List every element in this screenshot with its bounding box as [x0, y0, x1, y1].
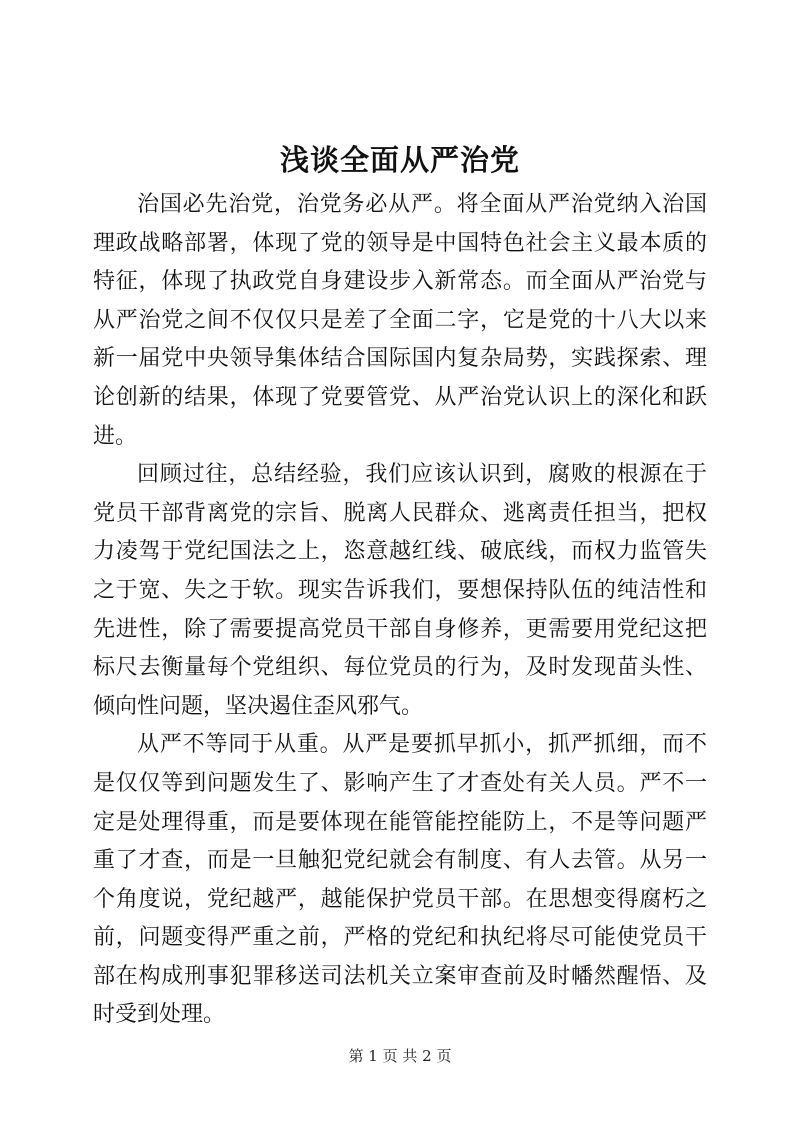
paragraph-1: 治国必先治党，治党务必从严。将全面从严治党纳入治国理政战略部署，体现了党的领导是中国特色社会主义最本质的特征，体现了执政党自身建设步入新常态。而全面从严治党与从严治党之间不仅仅只是差了全面二字，它是党的十八大以来新一届党中央领导集体结合国际国内复杂局势，实践探索、理论创新的结果，体现了党要管党、从严治党认识上的深化和跃进。 — [93, 192, 707, 449]
paragraph-3: 从严不等同于从重。从严是要抓早抓小，抓严抓细，而不是仅仅等到问题发生了、影响产生了才查处有关人员。严不一定是处理得重，而是要体现在能管能控能防上，不是等问题严重了才查，而是一旦触犯党纪就会有制度、有人去管。从另一个角度说，党纪越严，越能保护党员干部。在思想变得腐朽之前，问题变得严重之前，严格的党纪和执纪将尽可能使党员干部在构成刑事犯罪移送司法机关立案审查前及时幡然醒悟、及时受到处理。 — [93, 732, 707, 1028]
page-title: 浅谈全面从严治党 — [279, 143, 520, 177]
page-number-footer: 第 1 页 共 2 页 — [348, 1047, 452, 1065]
paragraph-2: 回顾过往，总结经验，我们应该认识到，腐败的根源在于党员干部背离党的宗旨、脱离人民群众、逃离责任担当，把权力凌驾于党纪国法之上，恣意越红线、破底线，而权力监管失之于宽、失之于软。现实告诉我们，要想保持队伍的纯洁性和先进性，除了需要提高党员干部自身修养，更需要用党纪这把标尺去衡量每个党组织、每位党员的行为，及时发现苗头性、倾向性问题，坚决遏住歪风邪气。 — [93, 462, 707, 719]
document-body — [93, 186, 707, 1035]
